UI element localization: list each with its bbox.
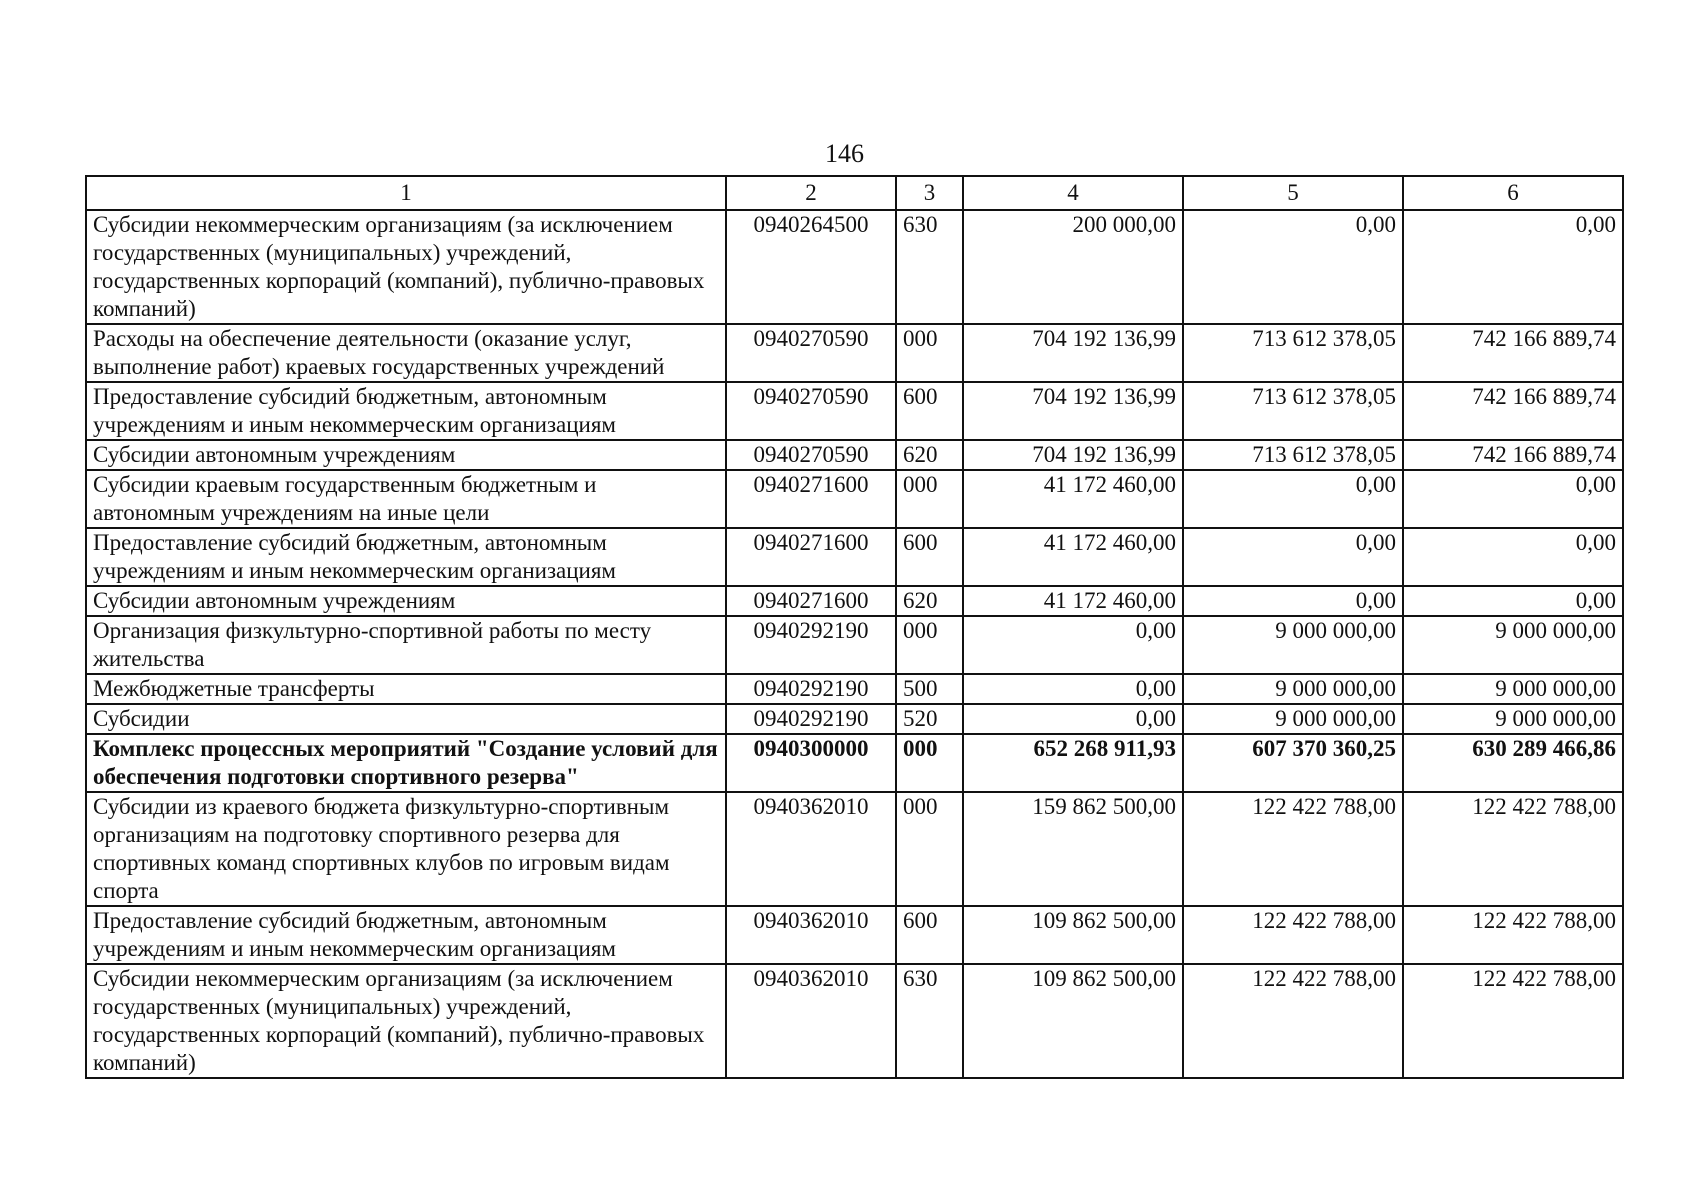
row-type: 000 [896,792,963,906]
header-col-3: 3 [896,176,963,210]
row-value-col6: 9 000 000,00 [1403,704,1623,734]
row-type: 000 [896,616,963,674]
row-type: 000 [896,470,963,528]
row-code: 0940292190 [726,674,896,704]
row-value-col6: 0,00 [1403,586,1623,616]
row-type: 600 [896,528,963,586]
row-value-col5: 607 370 360,25 [1183,734,1403,792]
row-value-col4: 41 172 460,00 [963,470,1183,528]
row-type: 000 [896,324,963,382]
row-value-col6: 122 422 788,00 [1403,964,1623,1078]
row-value-col5: 122 422 788,00 [1183,906,1403,964]
row-value-col5: 122 422 788,00 [1183,964,1403,1078]
table-row [86,616,1623,674]
row-name: Субсидии автономным учреждениям [86,440,726,470]
row-name: Субсидии некоммерческим организациям (за исключением государственных (муниципальных) учреждений, государственных корпораций (компаний), публично-правовых компаний) [86,964,726,1078]
row-name: Предоставление субсидий бюджетным, автономным учреждениям и иным некоммерческим организациям [86,382,726,440]
row-code: 0940271600 [726,470,896,528]
row-code: 0940292190 [726,616,896,674]
row-code: 0940271600 [726,586,896,616]
row-value-col4: 704 192 136,99 [963,324,1183,382]
page-number: 146 [825,139,864,168]
row-value-col6: 0,00 [1403,470,1623,528]
row-type: 630 [896,210,963,324]
row-value-col5: 9 000 000,00 [1183,704,1403,734]
row-value-col4: 0,00 [963,674,1183,704]
row-type: 620 [896,586,963,616]
row-value-col5: 0,00 [1183,528,1403,586]
row-value-col5: 713 612 378,05 [1183,324,1403,382]
table-row [86,324,1623,382]
row-value-col4: 109 862 500,00 [963,906,1183,964]
table-row [86,586,1623,616]
table-row [86,674,1623,704]
row-code: 0940362010 [726,906,896,964]
row-value-col5: 122 422 788,00 [1183,792,1403,906]
table-row [86,734,1623,792]
row-value-col6: 0,00 [1403,528,1623,586]
row-value-col6: 630 289 466,86 [1403,734,1623,792]
row-name: Субсидии автономным учреждениям [86,586,726,616]
table-row [86,704,1623,734]
row-value-col5: 9 000 000,00 [1183,616,1403,674]
row-type: 600 [896,382,963,440]
table-row [86,382,1623,440]
row-value-col4: 704 192 136,99 [963,440,1183,470]
row-value-col6: 122 422 788,00 [1403,792,1623,906]
row-code: 0940362010 [726,792,896,906]
row-value-col6: 742 166 889,74 [1403,324,1623,382]
row-name: Организация физкультурно-спортивной работы по месту жительства [86,616,726,674]
row-value-col6: 742 166 889,74 [1403,382,1623,440]
row-value-col4: 41 172 460,00 [963,586,1183,616]
row-type: 620 [896,440,963,470]
row-name: Субсидии [86,704,726,734]
table-row [86,210,1623,324]
row-name: Субсидии некоммерческим организациям (за исключением государственных (муниципальных) учреждений, государственных корпораций (компаний), публично-правовых компаний) [86,210,726,324]
row-value-col4: 704 192 136,99 [963,382,1183,440]
table-row [86,470,1623,528]
row-value-col6: 9 000 000,00 [1403,616,1623,674]
row-name: Расходы на обеспечение деятельности (оказание услуг, выполнение работ) краевых государственных учреждений [86,324,726,382]
row-value-col5: 713 612 378,05 [1183,382,1403,440]
table-row [86,440,1623,470]
header-col-2: 2 [726,176,896,210]
row-value-col4: 0,00 [963,616,1183,674]
row-code: 0940362010 [726,964,896,1078]
header-row [86,176,1623,210]
row-name: Комплекс процессных мероприятий "Создание условий для обеспечения подготовки спортивного резерва" [86,734,726,792]
row-type: 520 [896,704,963,734]
row-value-col6: 0,00 [1403,210,1623,324]
table-row [86,906,1623,964]
row-type: 600 [896,906,963,964]
row-value-col5: 9 000 000,00 [1183,674,1403,704]
row-value-col6: 122 422 788,00 [1403,906,1623,964]
row-type: 630 [896,964,963,1078]
row-value-col5: 0,00 [1183,470,1403,528]
row-code: 0940270590 [726,440,896,470]
row-code: 0940300000 [726,734,896,792]
table-row [86,964,1623,1078]
row-type: 500 [896,674,963,704]
row-value-col4: 0,00 [963,704,1183,734]
row-code: 0940292190 [726,704,896,734]
header-col-6: 6 [1403,176,1623,210]
row-value-col4: 652 268 911,93 [963,734,1183,792]
row-value-col4: 159 862 500,00 [963,792,1183,906]
header-col-4: 4 [963,176,1183,210]
row-value-col5: 0,00 [1183,210,1403,324]
row-value-col5: 713 612 378,05 [1183,440,1403,470]
row-code: 0940271600 [726,528,896,586]
row-value-col4: 109 862 500,00 [963,964,1183,1078]
header-col-1: 1 [86,176,726,210]
row-value-col5: 0,00 [1183,586,1403,616]
row-name: Субсидии краевым государственным бюджетным и автономным учреждениям на иные цели [86,470,726,528]
row-value-col4: 41 172 460,00 [963,528,1183,586]
row-name: Межбюджетные трансферты [86,674,726,704]
row-code: 0940270590 [726,382,896,440]
row-name: Предоставление субсидий бюджетным, автономным учреждениям и иным некоммерческим организациям [86,906,726,964]
row-value-col6: 9 000 000,00 [1403,674,1623,704]
row-name: Субсидии из краевого бюджета физкультурно-спортивным организациям на подготовку спортивного резерва для спортивных команд спортивных клубов по игровым видам спорта [86,792,726,906]
row-type: 000 [896,734,963,792]
row-value-col4: 200 000,00 [963,210,1183,324]
row-name: Предоставление субсидий бюджетным, автономным учреждениям и иным некоммерческим организациям [86,528,726,586]
budget-table [85,175,1624,1079]
header-col-5: 5 [1183,176,1403,210]
row-code: 0940270590 [726,324,896,382]
row-value-col6: 742 166 889,74 [1403,440,1623,470]
row-code: 0940264500 [726,210,896,324]
table-row [86,528,1623,586]
table-row [86,792,1623,906]
table-body [86,210,1623,1078]
